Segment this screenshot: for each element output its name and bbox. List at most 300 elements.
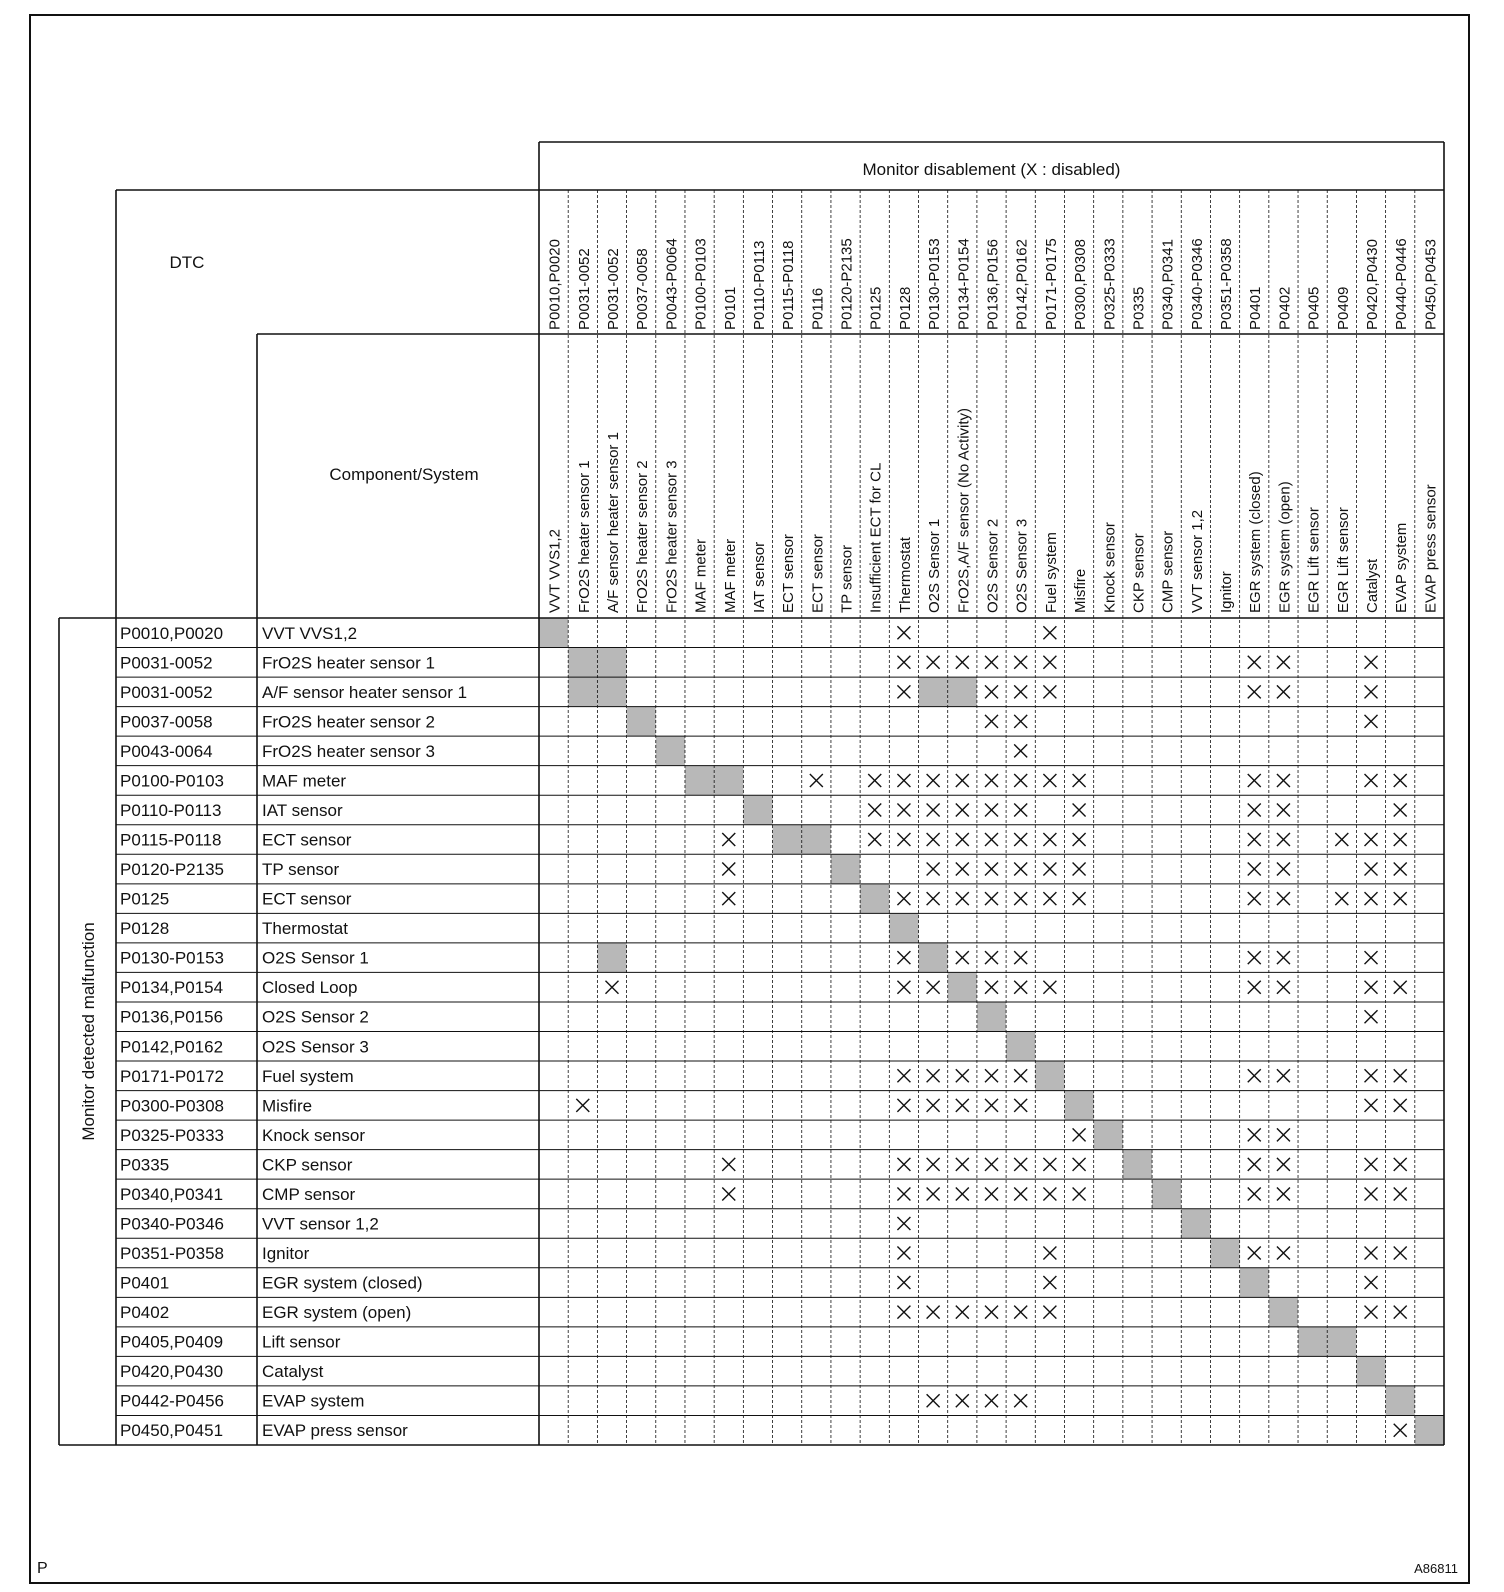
- disabled-mark: [1277, 1187, 1290, 1200]
- disabled-mark: [1073, 892, 1086, 905]
- disabled-mark: [1248, 685, 1261, 698]
- disabled-mark: [722, 892, 735, 905]
- disabled-mark: [1394, 1424, 1407, 1437]
- column-dtc-label: P0351-P0358: [1218, 238, 1236, 330]
- disabled-mark: [1277, 685, 1290, 698]
- row-component-label: Lift sensor: [262, 1332, 341, 1352]
- disabled-mark: [897, 981, 910, 994]
- disabled-mark: [956, 774, 969, 787]
- disabled-mark: [927, 1099, 940, 1112]
- disabled-mark: [985, 803, 998, 816]
- disabled-mark: [1014, 1069, 1027, 1082]
- disabled-mark: [605, 981, 618, 994]
- disabled-mark: [1277, 951, 1290, 964]
- disabled-mark: [1365, 981, 1378, 994]
- row-component-label: Ignitor: [262, 1244, 310, 1264]
- row-component-label: EVAP press sensor: [262, 1421, 408, 1441]
- disabled-mark: [985, 1306, 998, 1319]
- row-component-label: VVT sensor 1,2: [262, 1214, 379, 1234]
- shaded-cell: [1240, 1268, 1269, 1298]
- disabled-mark: [956, 892, 969, 905]
- disabled-mark: [1248, 951, 1261, 964]
- column-component-label: O2S Sensor 2: [984, 518, 1002, 613]
- disabled-mark: [1043, 774, 1056, 787]
- row-component-label: FrO2S heater sensor 1: [262, 653, 435, 673]
- disabled-mark: [1043, 1276, 1056, 1289]
- row-component-label: O2S Sensor 1: [262, 948, 369, 968]
- column-dtc-label: P0401: [1247, 286, 1265, 330]
- row-dtc-label: P0340-P0346: [120, 1214, 224, 1234]
- row-dtc-label: P0420,P0430: [120, 1362, 224, 1382]
- shaded-cell: [889, 913, 918, 943]
- column-dtc-label: P0142,P0162: [1013, 239, 1031, 330]
- disabled-mark: [956, 1069, 969, 1082]
- column-dtc-label: P0300,P0308: [1072, 239, 1090, 330]
- disabled-mark: [1014, 951, 1027, 964]
- disabled-mark: [1277, 774, 1290, 787]
- column-component-label: VVT VVS1,2: [546, 529, 564, 613]
- column-dtc-label: P0450,P0453: [1422, 239, 1440, 330]
- disabled-mark: [1248, 863, 1261, 876]
- disabled-mark: [1394, 1158, 1407, 1171]
- disabled-mark: [927, 1394, 940, 1407]
- disabled-mark: [897, 833, 910, 846]
- shaded-cell: [919, 943, 948, 973]
- row-component-label: EGR system (open): [262, 1303, 412, 1323]
- shaded-cell: [1327, 1327, 1356, 1357]
- row-component-label: A/F sensor heater sensor 1: [262, 682, 468, 702]
- row-component-label: CKP sensor: [262, 1155, 353, 1175]
- disabled-mark: [1365, 774, 1378, 787]
- disabled-mark: [1248, 774, 1261, 787]
- disabled-mark: [956, 1306, 969, 1319]
- disabled-mark: [1014, 1394, 1027, 1407]
- row-dtc-label: P0125: [120, 889, 170, 909]
- column-component-label: IAT sensor: [750, 541, 768, 613]
- row-dtc-label: P0100-P0103: [120, 771, 224, 791]
- disabled-mark: [1043, 656, 1056, 669]
- column-component-label: Fuel system: [1042, 532, 1060, 613]
- shaded-cell: [597, 677, 626, 707]
- disabled-mark: [1073, 833, 1086, 846]
- disabled-mark: [956, 803, 969, 816]
- shaded-cell: [948, 972, 977, 1002]
- column-dtc-label: P0128: [896, 286, 914, 330]
- disabled-mark: [1365, 1010, 1378, 1023]
- disabled-mark: [927, 774, 940, 787]
- column-dtc-label: P0115-P0118: [780, 240, 798, 330]
- disabled-mark: [1394, 1069, 1407, 1082]
- column-dtc-label: P0120-P2135: [838, 238, 856, 330]
- disabled-mark: [1277, 1247, 1290, 1260]
- column-component-label: FrO2S heater sensor 2: [634, 460, 652, 613]
- component-header-label: Component/System: [329, 465, 479, 484]
- disabled-mark: [1073, 1158, 1086, 1171]
- row-dtc-label: P0142,P0162: [120, 1037, 224, 1057]
- disabled-mark: [985, 656, 998, 669]
- row-dtc-label: P0134,P0154: [120, 978, 224, 998]
- column-dtc-label: P0037-0058: [634, 248, 652, 330]
- disabled-mark: [985, 1069, 998, 1082]
- row-dtc-label: P0300-P0308: [120, 1096, 224, 1116]
- shaded-cell: [1415, 1415, 1444, 1445]
- row-dtc-label: P0120-P2135: [120, 860, 224, 880]
- shaded-cell: [656, 736, 685, 766]
- shaded-cell: [919, 677, 948, 707]
- column-component-label: Insufficient ECT for CL: [867, 462, 885, 613]
- disabled-mark: [985, 1394, 998, 1407]
- column-component-label: FrO2S,A/F sensor (No Activity): [955, 407, 973, 613]
- disabled-mark: [956, 863, 969, 876]
- row-dtc-label: P0130-P0153: [120, 948, 224, 968]
- disabled-mark: [897, 656, 910, 669]
- disabled-mark: [1394, 1306, 1407, 1319]
- disabled-mark: [897, 1099, 910, 1112]
- column-dtc-label: P0171-P0175: [1042, 238, 1060, 330]
- disabled-mark: [1365, 1306, 1378, 1319]
- column-component-label: EGR system (open): [1276, 481, 1294, 613]
- shaded-cell: [714, 766, 743, 796]
- disabled-mark: [1365, 715, 1378, 728]
- monitor-title: Monitor disablement (X : disabled): [862, 160, 1121, 179]
- row-component-label: Misfire: [262, 1096, 313, 1116]
- disabled-mark: [1277, 833, 1290, 846]
- row-group-label: Monitor detected malfunction: [79, 922, 98, 1141]
- column-dtc-label: P0110-P0113: [750, 240, 768, 330]
- column-component-label: Thermostat: [896, 537, 914, 613]
- disabled-mark: [1014, 685, 1027, 698]
- shaded-cell: [860, 884, 889, 914]
- disabled-mark: [1365, 1069, 1378, 1082]
- disabled-mark: [956, 1394, 969, 1407]
- disabled-mark: [897, 774, 910, 787]
- column-component-label: Catalyst: [1364, 558, 1382, 613]
- disabled-mark: [1335, 892, 1348, 905]
- disabled-mark: [1014, 744, 1027, 757]
- disabled-mark: [985, 951, 998, 964]
- row-dtc-label: P0335: [120, 1155, 170, 1175]
- disabled-mark: [1277, 981, 1290, 994]
- shaded-cell: [948, 677, 977, 707]
- disabled-mark: [1248, 803, 1261, 816]
- disabled-mark: [1335, 833, 1348, 846]
- disabled-mark: [897, 892, 910, 905]
- row-dtc-label: P0110-P0113: [120, 800, 222, 820]
- shaded-cell: [597, 648, 626, 678]
- column-dtc-label: P0101: [721, 286, 739, 330]
- column-component-label: EVAP press sensor: [1422, 484, 1440, 613]
- disabled-mark: [1365, 892, 1378, 905]
- disabled-mark: [1043, 981, 1056, 994]
- row-dtc-label: P0043-0064: [120, 741, 213, 761]
- row-component-label: ECT sensor: [262, 830, 352, 850]
- disabled-mark: [1043, 685, 1056, 698]
- column-dtc-label: P0100-P0103: [692, 238, 710, 330]
- disabled-mark: [1043, 1187, 1056, 1200]
- shaded-cell: [1298, 1327, 1327, 1357]
- row-component-label: CMP sensor: [262, 1184, 356, 1204]
- disabled-mark: [1073, 803, 1086, 816]
- disabled-mark: [956, 1099, 969, 1112]
- disabled-mark: [1043, 626, 1056, 639]
- shaded-cell: [1356, 1356, 1385, 1386]
- disabled-mark: [927, 981, 940, 994]
- disabled-mark: [897, 1069, 910, 1082]
- disabled-mark: [1014, 863, 1027, 876]
- shaded-cell: [1094, 1120, 1123, 1150]
- row-dtc-label: P0037-0058: [120, 712, 213, 732]
- disabled-mark: [1365, 863, 1378, 876]
- row-dtc-label: P0128: [120, 919, 170, 939]
- disabled-mark: [722, 863, 735, 876]
- row-component-label: FrO2S heater sensor 3: [262, 741, 435, 761]
- disabled-mark: [927, 1069, 940, 1082]
- disabled-mark: [927, 656, 940, 669]
- disabled-mark: [1277, 1069, 1290, 1082]
- column-component-label: CMP sensor: [1159, 530, 1177, 613]
- column-dtc-label: P0043-P0064: [663, 238, 681, 330]
- disabled-mark: [1394, 833, 1407, 846]
- disabled-mark: [897, 1187, 910, 1200]
- disabled-mark: [1014, 803, 1027, 816]
- disabled-mark: [868, 774, 881, 787]
- disabled-mark: [1248, 1128, 1261, 1141]
- disabled-mark: [956, 1158, 969, 1171]
- disabled-mark: [1248, 981, 1261, 994]
- disabled-mark: [1248, 1069, 1261, 1082]
- shaded-cell: [1210, 1238, 1239, 1268]
- disabled-mark: [1277, 656, 1290, 669]
- shaded-cell: [1181, 1209, 1210, 1239]
- shaded-cell: [802, 825, 831, 855]
- disabled-mark: [1043, 892, 1056, 905]
- column-dtc-label: P0134-P0154: [955, 238, 973, 330]
- column-dtc-label: P0031-0052: [604, 248, 622, 330]
- shaded-cell: [597, 943, 626, 973]
- column-dtc-label: P0031-0052: [575, 248, 593, 330]
- disabled-mark: [1365, 656, 1378, 669]
- disabled-mark: [1277, 803, 1290, 816]
- disabled-mark: [1365, 685, 1378, 698]
- disabled-mark: [927, 892, 940, 905]
- shaded-cell: [627, 707, 656, 737]
- disabled-mark: [897, 626, 910, 639]
- disabled-mark: [1014, 1158, 1027, 1171]
- disabled-mark: [897, 1306, 910, 1319]
- row-dtc-label: P0450,P0451: [120, 1421, 224, 1441]
- dtc-header-label: DTC: [169, 253, 205, 272]
- disabled-mark: [1014, 981, 1027, 994]
- disabled-mark: [897, 803, 910, 816]
- row-dtc-label: P0401: [120, 1273, 170, 1293]
- disabled-mark: [1394, 863, 1407, 876]
- shaded-cell: [1386, 1386, 1415, 1416]
- figure-id: A86811: [1414, 1561, 1458, 1576]
- disabled-mark: [985, 981, 998, 994]
- column-component-label: EGR Lift sensor: [1305, 507, 1323, 613]
- disabled-mark: [1248, 1247, 1261, 1260]
- disabled-mark: [1014, 1187, 1027, 1200]
- column-component-label: FrO2S heater sensor 1: [575, 460, 593, 613]
- disabled-mark: [927, 863, 940, 876]
- disabled-mark: [1073, 1128, 1086, 1141]
- disabled-mark: [956, 951, 969, 964]
- row-component-label: EVAP system: [262, 1391, 365, 1411]
- disabled-mark: [1014, 892, 1027, 905]
- column-dtc-label: P0340-P0346: [1188, 238, 1206, 330]
- disabled-mark: [722, 1158, 735, 1171]
- column-component-label: TP sensor: [838, 544, 856, 613]
- disabled-mark: [1014, 1306, 1027, 1319]
- column-component-label: EGR system (closed): [1247, 471, 1265, 613]
- row-component-label: O2S Sensor 3: [262, 1037, 369, 1057]
- shaded-cell: [568, 677, 597, 707]
- column-dtc-label: P0335: [1130, 286, 1148, 330]
- disabled-mark: [722, 833, 735, 846]
- disabled-mark: [1248, 1187, 1261, 1200]
- shaded-cell: [831, 854, 860, 884]
- shaded-cell: [539, 618, 568, 648]
- column-component-label: EGR Lift sensor: [1334, 507, 1352, 613]
- shaded-cell: [773, 825, 802, 855]
- row-dtc-label: P0442-P0456: [120, 1391, 224, 1411]
- column-component-label: ECT sensor: [780, 534, 798, 613]
- disabled-mark: [1394, 1247, 1407, 1260]
- row-dtc-label: P0031-0052: [120, 682, 213, 702]
- shaded-cell: [1064, 1091, 1093, 1121]
- disabled-mark: [1248, 1158, 1261, 1171]
- disabled-mark: [722, 1187, 735, 1200]
- disabled-mark: [1365, 833, 1378, 846]
- shaded-cell: [568, 648, 597, 678]
- corner-mark: P: [37, 1560, 48, 1577]
- shaded-cell: [1006, 1032, 1035, 1062]
- disabled-mark: [1394, 1187, 1407, 1200]
- column-dtc-label: P0325-P0333: [1101, 238, 1119, 330]
- disabled-mark: [956, 656, 969, 669]
- disabled-mark: [897, 951, 910, 964]
- disabled-mark: [1014, 774, 1027, 787]
- row-dtc-label: P0031-0052: [120, 653, 213, 673]
- row-component-label: O2S Sensor 2: [262, 1007, 369, 1027]
- disabled-mark: [927, 1158, 940, 1171]
- column-dtc-label: P0125: [867, 286, 885, 330]
- column-dtc-label: P0340,P0341: [1159, 239, 1177, 330]
- disabled-mark: [1394, 803, 1407, 816]
- disabled-mark: [1043, 863, 1056, 876]
- shaded-cell: [1152, 1179, 1181, 1209]
- row-component-label: VVT VVS1,2: [262, 623, 358, 643]
- disabled-mark: [985, 892, 998, 905]
- row-component-label: EGR system (closed): [262, 1273, 423, 1293]
- column-component-label: MAF meter: [721, 538, 739, 613]
- shaded-cell: [1035, 1061, 1064, 1091]
- column-dtc-label: P0136,P0156: [984, 239, 1002, 330]
- disabled-mark: [1394, 981, 1407, 994]
- row-component-label: ECT sensor: [262, 889, 352, 909]
- disabled-mark: [897, 1158, 910, 1171]
- column-component-label: MAF meter: [692, 538, 710, 613]
- column-component-label: O2S Sensor 1: [926, 518, 944, 613]
- shaded-cell: [977, 1002, 1006, 1032]
- disabled-mark: [985, 1158, 998, 1171]
- disabled-mark: [1394, 1099, 1407, 1112]
- row-dtc-label: P0340,P0341: [120, 1184, 224, 1204]
- disabled-mark: [897, 685, 910, 698]
- disabled-mark: [1043, 1247, 1056, 1260]
- disabled-mark: [1014, 715, 1027, 728]
- disabled-mark: [1014, 1099, 1027, 1112]
- disabled-mark: [1073, 1187, 1086, 1200]
- disabled-mark: [985, 863, 998, 876]
- shaded-cell: [743, 795, 772, 825]
- disabled-mark: [897, 1276, 910, 1289]
- column-dtc-label: P0440-P0446: [1393, 238, 1411, 330]
- disabled-mark: [1248, 892, 1261, 905]
- shaded-cell: [1123, 1150, 1152, 1180]
- row-dtc-label: P0171-P0172: [120, 1066, 224, 1086]
- disabled-mark: [576, 1099, 589, 1112]
- disabled-mark: [868, 803, 881, 816]
- column-component-label: ECT sensor: [809, 534, 827, 613]
- disabled-mark: [810, 774, 823, 787]
- row-component-label: FrO2S heater sensor 2: [262, 712, 435, 732]
- disabled-mark: [985, 715, 998, 728]
- shaded-cell: [1269, 1297, 1298, 1327]
- disabled-mark: [985, 774, 998, 787]
- column-dtc-label: P0116: [809, 287, 827, 330]
- disabled-mark: [1248, 833, 1261, 846]
- disabled-mark: [868, 833, 881, 846]
- row-dtc-label: P0325-P0333: [120, 1125, 224, 1145]
- row-component-label: Fuel system: [262, 1066, 354, 1086]
- row-component-label: Catalyst: [262, 1362, 324, 1382]
- disabled-mark: [1277, 1128, 1290, 1141]
- row-dtc-label: P0010,P0020: [120, 623, 224, 643]
- shaded-cell: [685, 766, 714, 796]
- column-dtc-label: P0010,P0020: [546, 239, 564, 330]
- disabled-mark: [1394, 892, 1407, 905]
- disabled-mark: [956, 833, 969, 846]
- column-dtc-label: P0405: [1305, 286, 1323, 330]
- column-dtc-label: P0402: [1276, 286, 1294, 330]
- column-component-label: FrO2S heater sensor 3: [663, 460, 681, 613]
- column-component-label: EVAP system: [1393, 522, 1411, 613]
- disabled-mark: [985, 1187, 998, 1200]
- disabled-mark: [927, 833, 940, 846]
- disabled-mark: [1014, 833, 1027, 846]
- disabled-mark: [985, 1099, 998, 1112]
- disabled-mark: [1248, 656, 1261, 669]
- disabled-mark: [927, 1306, 940, 1319]
- column-component-label: Knock sensor: [1101, 522, 1119, 613]
- disabled-mark: [927, 1187, 940, 1200]
- row-component-label: Knock sensor: [262, 1125, 365, 1145]
- row-dtc-label: P0115-P0118: [120, 830, 222, 850]
- disabled-mark: [1394, 774, 1407, 787]
- column-component-label: VVT sensor 1,2: [1188, 509, 1206, 613]
- column-component-label: Ignitor: [1218, 571, 1236, 613]
- disabled-mark: [985, 833, 998, 846]
- disabled-mark: [985, 685, 998, 698]
- disabled-mark: [1043, 1158, 1056, 1171]
- column-component-label: O2S Sensor 3: [1013, 518, 1031, 613]
- row-dtc-label: P0351-P0358: [120, 1244, 224, 1264]
- row-component-label: MAF meter: [262, 771, 347, 791]
- disabled-mark: [1277, 892, 1290, 905]
- column-component-label: A/F sensor heater sensor 1: [604, 432, 622, 613]
- row-component-label: Thermostat: [262, 919, 348, 939]
